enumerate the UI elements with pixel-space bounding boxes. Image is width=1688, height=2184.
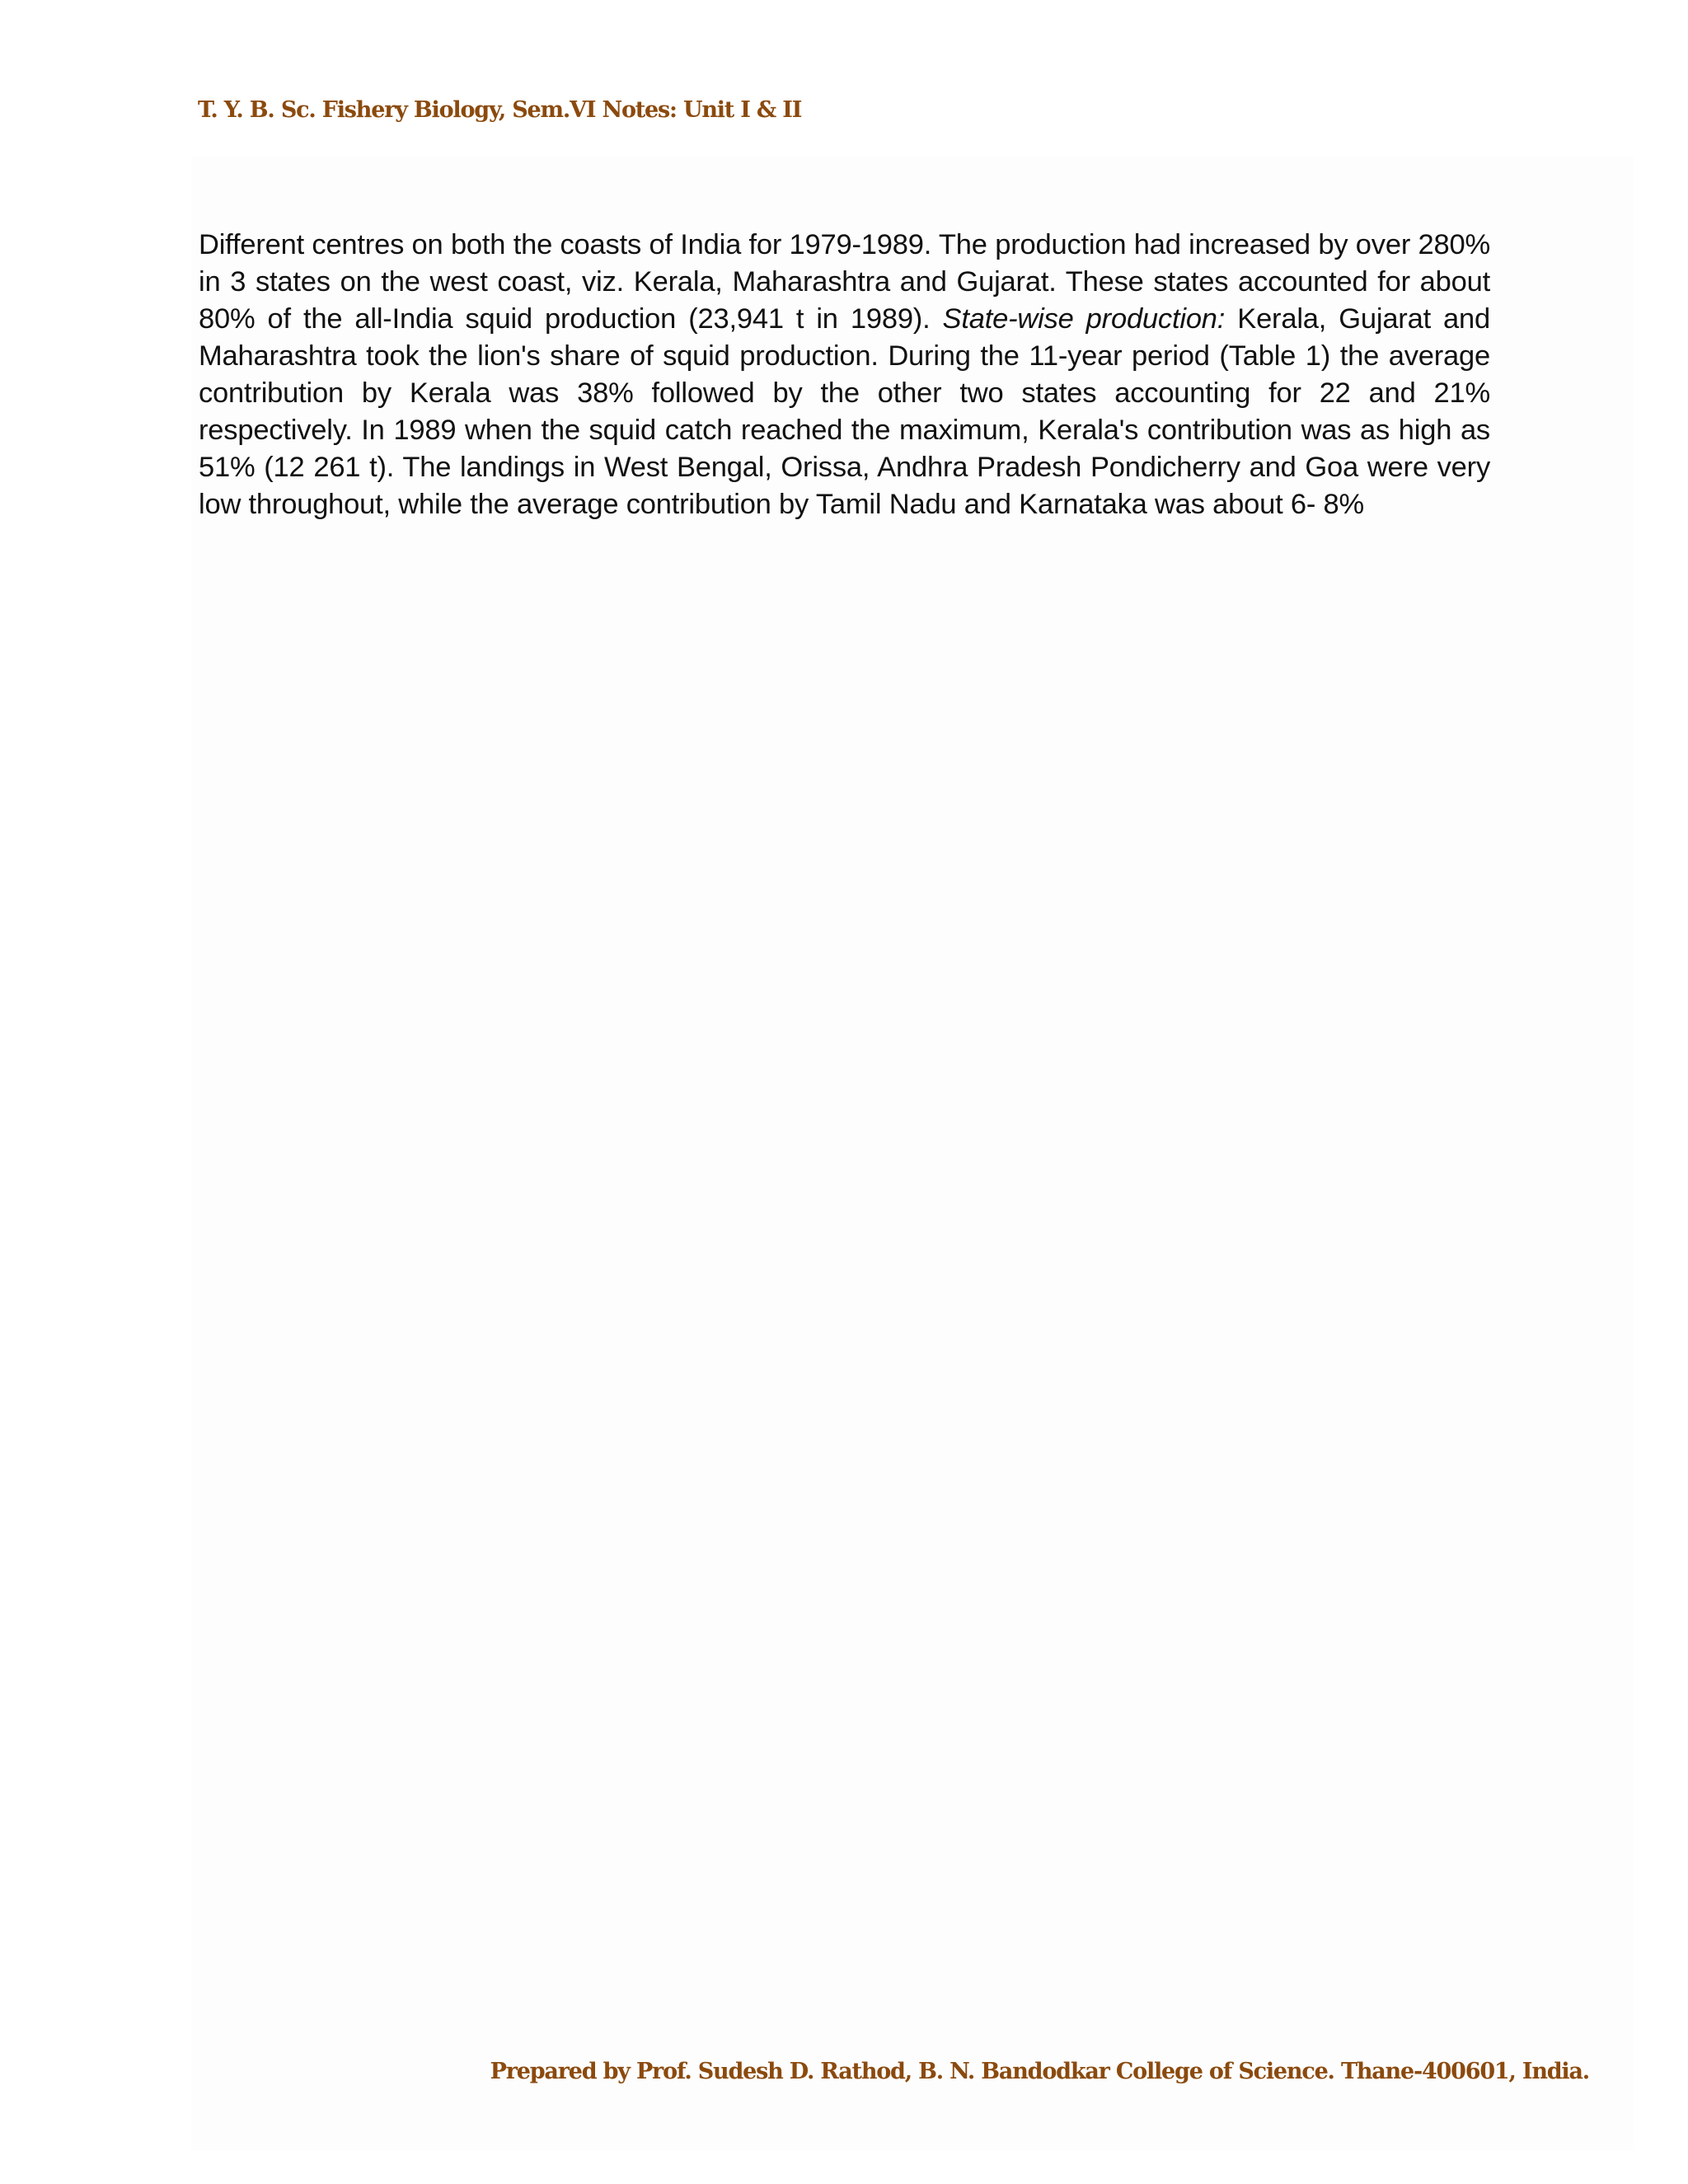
body-paragraph <box>199 227 1490 523</box>
page-footer: Prepared by Prof. Sudesh D. Rathod, B. N. Bandodkar College of Science. Thane-400601, India. <box>490 2059 1589 2084</box>
paragraph-italic-heading: State-wise production: <box>942 302 1226 335</box>
paragraph-text-1: Different centres on both the coasts of India for 1979-1989. The production had increased by over 280% in 3 states on the west coast, viz. Kerala, Maharashtra and Gujarat. These states accounted for about 80% of the all-India squid production (23,941 t in 1989). <box>199 228 1490 335</box>
page-header: T. Y. B. Sc. Fishery Biology, Sem.VI Notes: Unit I & II <box>198 97 802 123</box>
paragraph-text-2: Kerala, Gujarat and Maharashtra took the lion's share of squid production. During the 11-year period (Table 1) the average contribution by Kerala was 38% followed by the other two states accounting for 22 and 21% respectively. In 1989 when the squid catch reached the maximum, Kerala's contribution was as high as 51% (12 261 t). The landings in West Bengal, Orissa, Andhra Pradesh Pondicherry and Goa were very low throughout, while the average contribution by Tamil Nadu and Karnataka was about 6- 8% <box>199 302 1491 520</box>
